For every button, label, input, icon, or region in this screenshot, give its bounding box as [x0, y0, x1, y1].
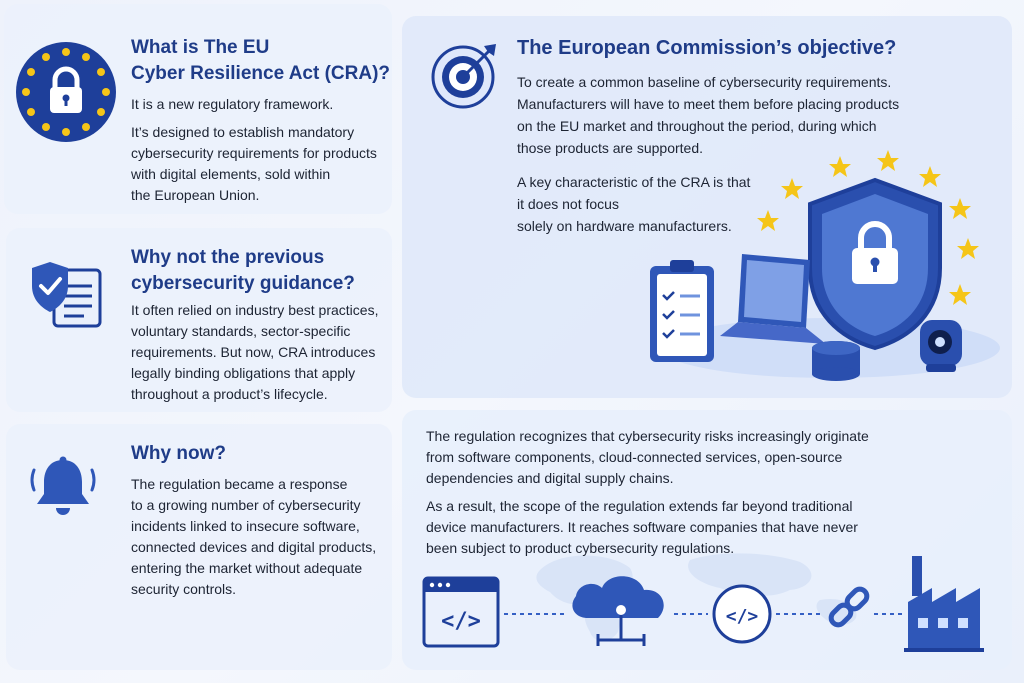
- what-is-title-line1: What is The EU: [131, 37, 270, 58]
- why-now-line-3: incidents linked to insecure software,: [131, 518, 360, 534]
- objective-line-4: those products are supported.: [517, 140, 704, 156]
- cloud-icon: [572, 576, 663, 646]
- what-is-title-line2: Cyber Resilience Act (CRA)?: [131, 63, 391, 84]
- scope-p1-line-2: from software components, cloud-connected services, open-source: [426, 449, 843, 465]
- why-now-line-4: connected devices and digital products,: [131, 539, 377, 555]
- scope-p2-line-1: As a result, the scope of the regulation extends far beyond traditional: [426, 498, 853, 514]
- what-is-line-4: the European Union.: [131, 187, 260, 203]
- what-is-line-1: It’s designed to establish mandatory: [131, 124, 355, 140]
- why-not-line-2: voluntary standards, sector-specific: [131, 323, 351, 339]
- objective-line-2: Manufacturers will have to meet them before placing products: [517, 96, 900, 112]
- clipboard-icon: [650, 260, 714, 362]
- why-not-title-line2: cybersecurity guidance?: [131, 273, 355, 294]
- what-is-line-3: with digital elements, sold within: [131, 166, 331, 182]
- why-not-line-5: throughout a product’s lifecycle.: [131, 386, 328, 402]
- why-not-line-1: It often relied on industry best practices,: [131, 302, 379, 318]
- why-not-line-4: legally binding obligations that apply: [131, 365, 356, 381]
- target-icon: [430, 40, 500, 110]
- speaker-icon: [812, 341, 860, 381]
- what-is-intro: It is a new regulatory framework.: [131, 96, 334, 112]
- factory-icon: [904, 556, 984, 652]
- why-now-line-2: to a growing number of cybersecurity: [131, 497, 361, 513]
- code-circle-glyph: </>: [725, 606, 759, 627]
- chain-link-icon: [828, 586, 869, 627]
- scope-p2-line-2: device manufacturers. It reaches software companies that have never: [426, 519, 858, 535]
- why-now-line-1: The regulation became a response: [131, 476, 348, 492]
- scope-p1-line-3: dependencies and digital supply chains.: [426, 470, 674, 486]
- shield-lock-icon: [810, 180, 940, 348]
- what-is-line-2: cybersecurity requirements for products: [131, 145, 377, 161]
- why-not-line-3: requirements. But now, CRA introduces: [131, 344, 376, 360]
- devices-illustration: [630, 148, 1002, 384]
- objective-key-line-3: solely on hardware manufacturers.: [517, 218, 732, 234]
- shield-document-icon: [30, 262, 106, 330]
- objective-line-3: on the EU market and throughout the period, during which: [517, 118, 877, 134]
- objective-line-1: To create a common baseline of cybersecurity requirements.: [517, 74, 892, 90]
- supply-chain-illustration: [418, 548, 998, 658]
- objective-title: The European Commission’s objective?: [517, 37, 897, 59]
- bell-icon: [28, 456, 98, 520]
- scope-p1-line-1: The regulation recognizes that cybersecurity risks increasingly originate: [426, 428, 869, 444]
- why-now-title: Why now?: [131, 443, 226, 464]
- objective-key-line-2: it does not focus: [517, 196, 619, 212]
- code-circle-icon: [714, 586, 770, 642]
- why-now-line-5: entering the market without adequate: [131, 560, 363, 576]
- objective-key-line-1: A key characteristic of the CRA is that: [517, 174, 751, 190]
- why-now-line-6: security controls.: [131, 581, 237, 597]
- camera-icon: [920, 320, 962, 372]
- eu-lock-icon: [14, 40, 118, 144]
- code-window-icon: [424, 578, 498, 646]
- why-not-title-line1: Why not the previous: [131, 247, 325, 268]
- code-window-glyph: </>: [441, 609, 481, 634]
- scope-p2-line-3: been subject to product cybersecurity regulations.: [426, 540, 735, 556]
